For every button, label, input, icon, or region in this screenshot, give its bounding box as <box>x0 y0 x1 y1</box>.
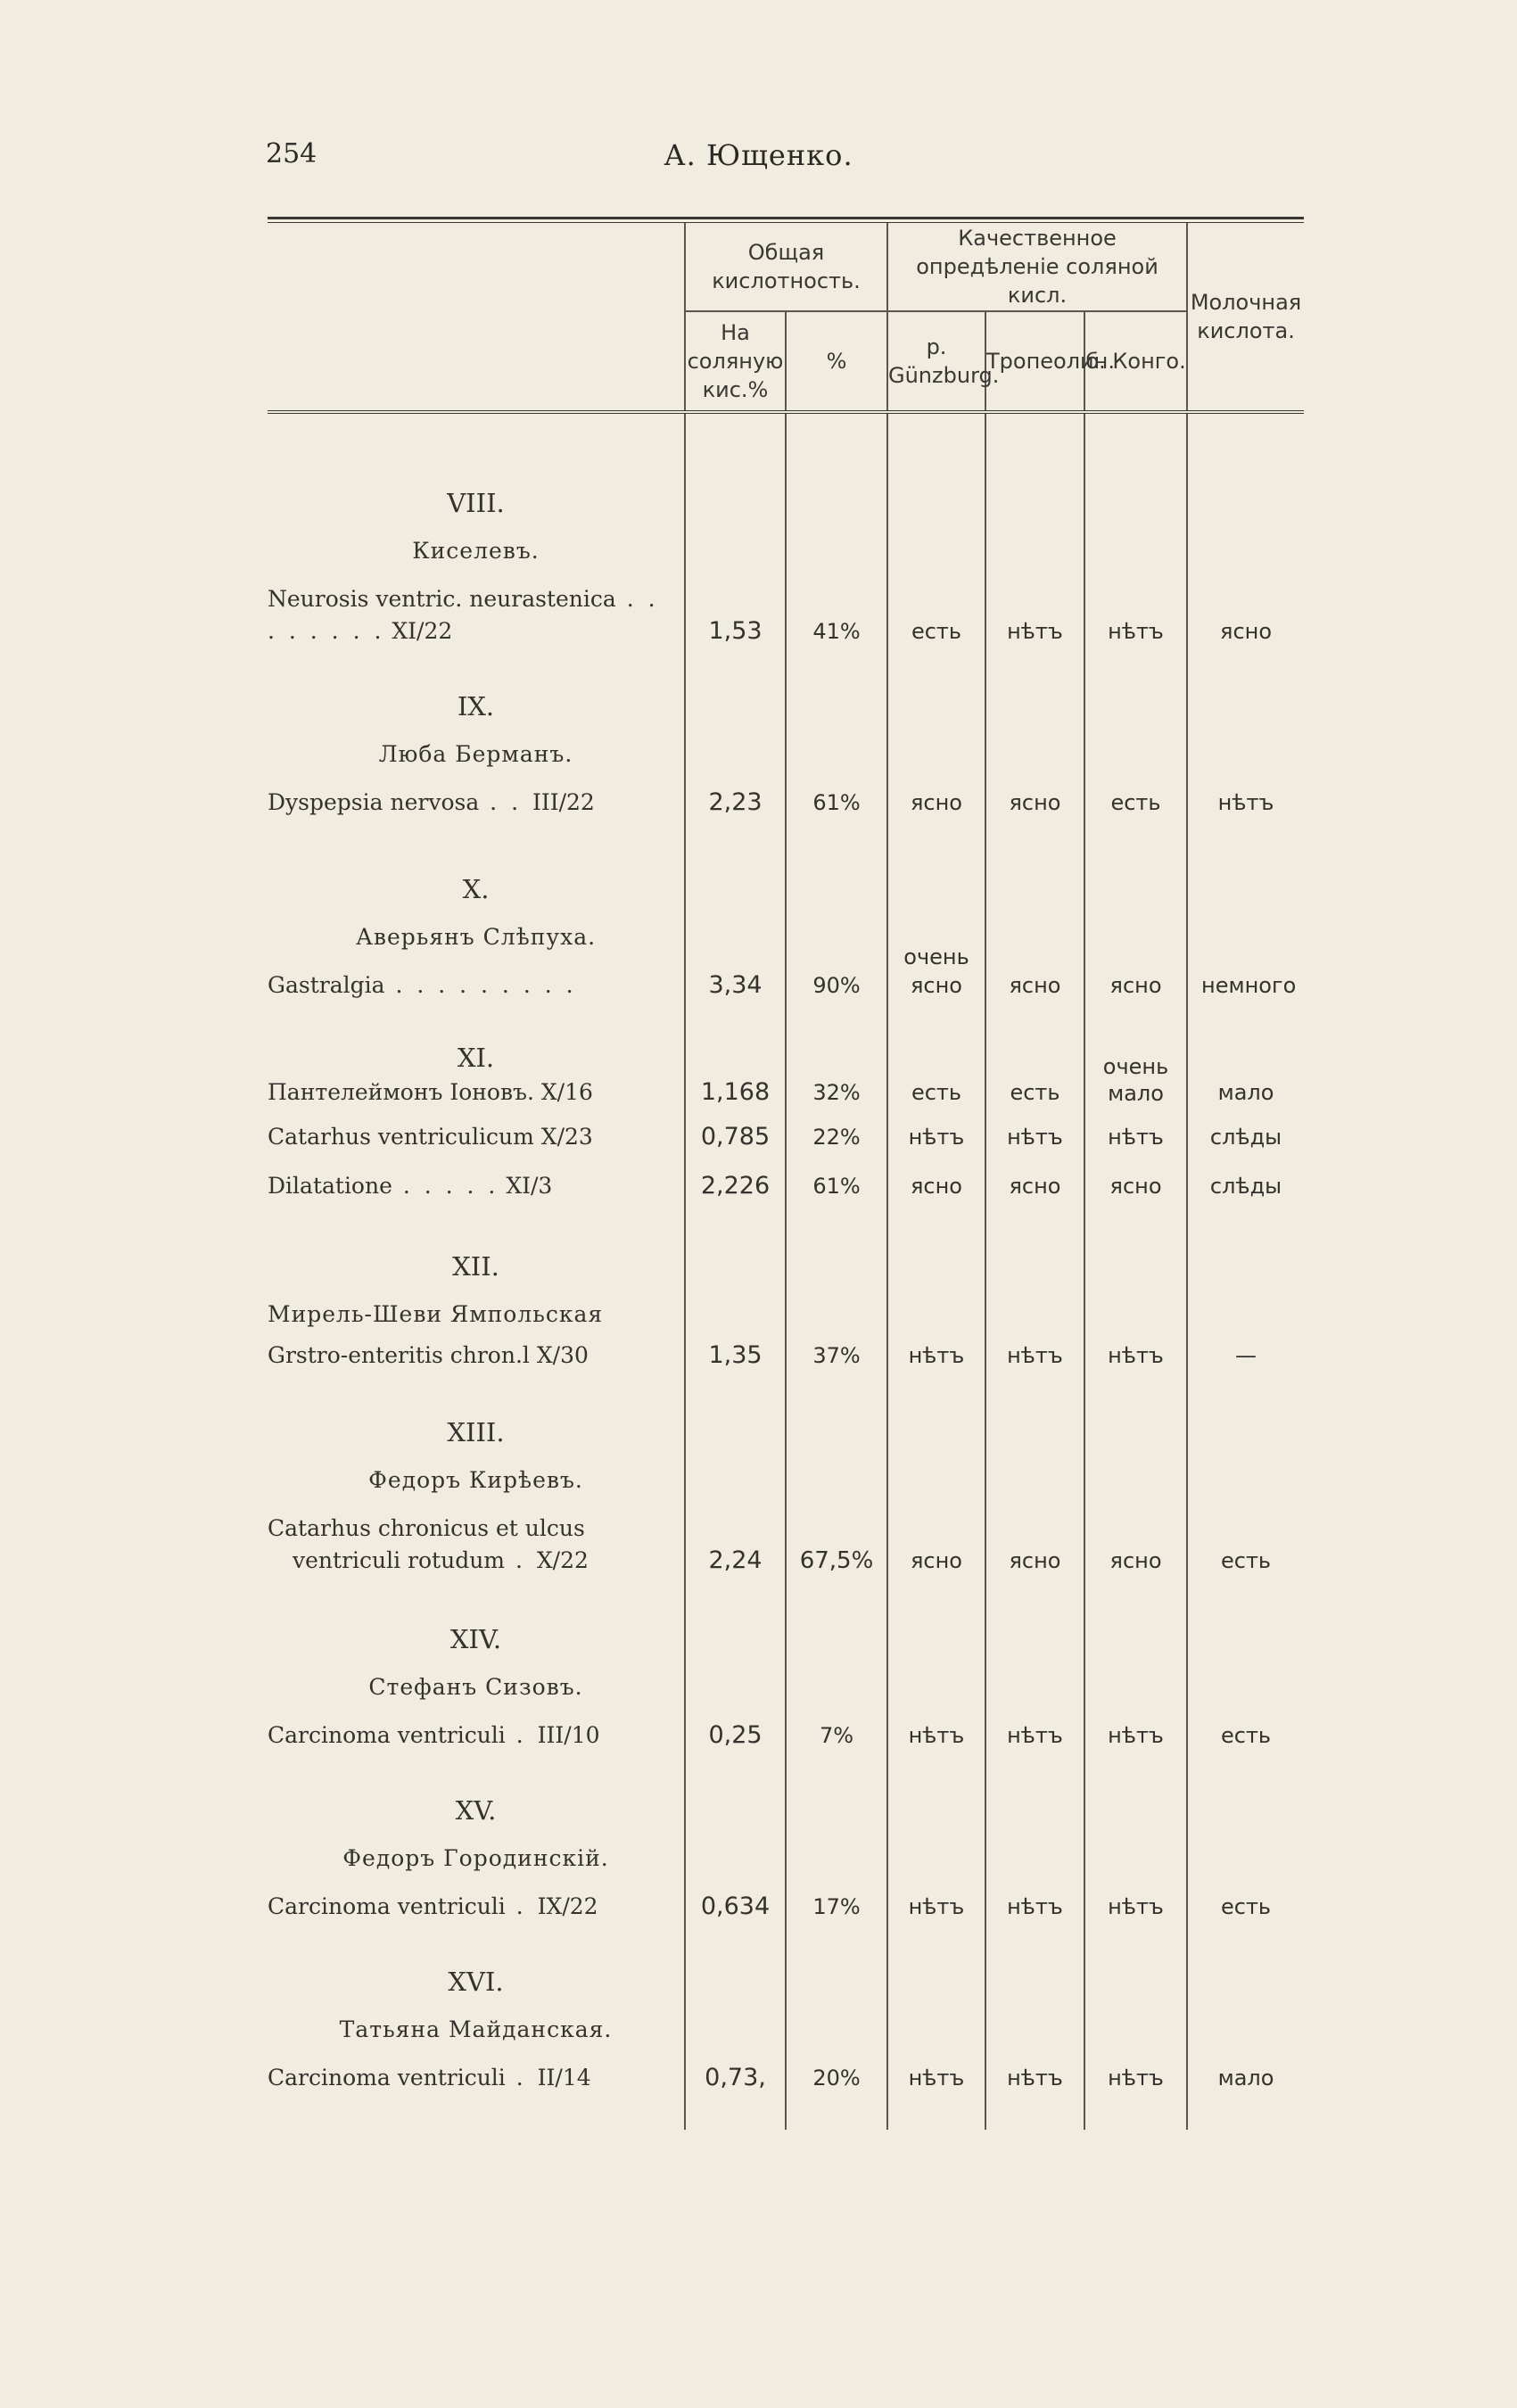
cell-lactic: ясно <box>1187 414 1304 647</box>
cell-gunzburg: ясно <box>887 1372 985 1577</box>
running-title: А. Ющенко. <box>664 138 853 172</box>
case-number: XV. <box>455 1795 497 1826</box>
diagnosis: Carcinoma ventriculi . II/14 <box>268 2065 591 2091</box>
cell-percent: 67,5% <box>786 1372 887 1577</box>
table-row <box>268 1577 1304 1752</box>
table-tail <box>268 2094 1304 2130</box>
diagnosis: Пантелеймонъ Іоновъ. X/16 <box>268 1079 593 1105</box>
cell-gunzburg: ясно <box>887 647 985 819</box>
table-row <box>268 1002 1304 1109</box>
cell-gunzburg: нѣтъ <box>887 1752 985 1923</box>
top-rule <box>268 217 1304 219</box>
table-row <box>268 414 1304 647</box>
case-number: X. <box>462 874 490 904</box>
cell-percent: 7% <box>786 1577 887 1752</box>
cell-congo: нѣтъ <box>1084 1752 1187 1923</box>
cell-tropeolin: нѣтъ <box>985 1752 1084 1923</box>
cell-hcl: 0,634 <box>685 1752 786 1923</box>
cell-hcl: 2,226 <box>685 1153 786 1202</box>
cell-congo: ясно <box>1084 1153 1187 1202</box>
cell-gunzburg: нѣтъ <box>887 1202 985 1372</box>
cell-percent: 32% <box>786 1002 887 1109</box>
cell-gunzburg: есть <box>887 1002 985 1109</box>
cell-gunzburg: нѣтъ <box>887 1923 985 2094</box>
patient-name: Киселевъ. <box>412 538 540 564</box>
cell-hcl: 0,73, <box>685 1923 786 2094</box>
cell-tropeolin: ясно <box>985 1372 1084 1577</box>
patient-name: Стефанъ Сизовъ. <box>368 1674 583 1700</box>
cell-percent: 37% <box>786 1202 887 1372</box>
cell-percent: 20% <box>786 1923 887 2094</box>
table-row <box>268 1372 1304 1577</box>
table-header <box>268 223 1304 414</box>
cell-lactic: — <box>1187 1202 1304 1372</box>
table-row <box>268 1923 1304 2094</box>
header-hcl-percent: На соляную кис.% <box>685 311 786 412</box>
diagnosis: Carcinoma ventriculi . III/10 <box>268 1722 600 1748</box>
cell-tropeolin: ясно <box>985 647 1084 819</box>
cell-tropeolin: нѣтъ <box>985 414 1084 647</box>
acidity-table <box>268 223 1304 2130</box>
case-number: XII. <box>452 1251 499 1282</box>
cell-congo: нѣтъ <box>1084 414 1187 647</box>
cell-congo: нѣтъ <box>1084 1923 1187 2094</box>
header-tropeolin: Тропеолин. <box>985 311 1084 412</box>
cell-hcl: 2,24 <box>685 1372 786 1577</box>
cell-tropeolin: нѣтъ <box>985 1202 1084 1372</box>
cell-lactic: мало <box>1187 1002 1304 1109</box>
patient-name: Люба Берманъ. <box>378 741 573 767</box>
header-gunzburg: р. Günzburg. <box>887 311 985 412</box>
table-row <box>268 647 1304 819</box>
cell-tropeolin: есть <box>985 1002 1084 1109</box>
cell-tropeolin: ясно <box>985 819 1084 1002</box>
case-number: XI. <box>457 1043 495 1073</box>
cell-lactic: слѣды <box>1187 1109 1304 1153</box>
case-number: VIII. <box>447 488 505 518</box>
cell-hcl: 0,25 <box>685 1577 786 1752</box>
patient-name: Федоръ Кирѣевъ. <box>368 1467 583 1493</box>
cell-percent: 90% <box>786 819 887 1002</box>
header-lactic-acid: Молочная кислота. <box>1187 223 1304 412</box>
cell-lactic: мало <box>1187 1923 1304 2094</box>
cell-congo: ясно <box>1084 1372 1187 1577</box>
diagnosis: Grstro-enteritis chron.l X/30 <box>268 1342 589 1368</box>
cell-hcl: 1,53 <box>685 414 786 647</box>
cell-lactic: есть <box>1187 1577 1304 1752</box>
table-row <box>268 819 1304 1002</box>
diagnosis: Catarhus chronicus et ulcus ventriculi rotudum . X/22 <box>268 1515 589 1573</box>
header-congo: б. Конго. <box>1084 311 1187 412</box>
cell-gunzburg: нѣтъ <box>887 1577 985 1752</box>
table-row <box>268 1109 1304 1153</box>
patient-name: Мирель-Шеви Ямпольская <box>268 1301 604 1327</box>
table-row <box>268 1153 1304 1202</box>
cell-congo: ясно <box>1084 819 1187 1002</box>
cell-hcl: 3,34 <box>685 819 786 1002</box>
diagnosis: Gastralgia . . . . . . . . . <box>268 972 577 998</box>
header-qualitative-hcl: Качественное опредѣленіе соляной кисл. <box>887 223 1187 311</box>
page-header <box>0 138 1517 183</box>
cell-congo: нѣтъ <box>1084 1202 1187 1372</box>
cell-congo: есть <box>1084 647 1187 819</box>
cell-gunzburg: нѣтъ <box>887 1109 985 1153</box>
cell-hcl: 0,785 <box>685 1109 786 1153</box>
diagnosis: Neurosis ventric. neurastenica . . . . . . . . XI/22 <box>268 586 659 644</box>
header-blank-cell <box>268 223 685 412</box>
table-row <box>268 1202 1304 1372</box>
patient-name: Аверьянъ Слѣпуха. <box>355 924 597 950</box>
cell-lactic: слѣды <box>1187 1153 1304 1202</box>
cell-gunzburg: очень ясно <box>887 819 985 1002</box>
cell-hcl: 2,23 <box>685 647 786 819</box>
table-row <box>268 1752 1304 1923</box>
case-number: IX. <box>457 691 495 722</box>
header-total-acidity: Общая кислотность. <box>685 223 887 311</box>
acidity-table-container <box>268 217 1304 2130</box>
cell-hcl: 1,35 <box>685 1202 786 1372</box>
cell-tropeolin: нѣтъ <box>985 1923 1084 2094</box>
cell-hcl: 1,168 <box>685 1002 786 1109</box>
diagnosis: Dilatatione . . . . . XI/3 <box>268 1173 553 1199</box>
cell-gunzburg: ясно <box>887 1153 985 1202</box>
cell-percent: 41% <box>786 414 887 647</box>
patient-name: Татьяна Майданская. <box>339 2016 613 2042</box>
table-body <box>268 414 1304 2130</box>
cell-tropeolin: нѣтъ <box>985 1577 1084 1752</box>
header-percent: % <box>786 311 887 412</box>
cell-congo: очень мало <box>1084 1002 1187 1109</box>
cell-tropeolin: нѣтъ <box>985 1109 1084 1153</box>
page-number: 254 <box>266 138 317 169</box>
cell-percent: 61% <box>786 1153 887 1202</box>
diagnosis: Dyspepsia nervosa . . III/22 <box>268 789 595 815</box>
case-number: XIV. <box>449 1624 502 1654</box>
cell-congo: нѣтъ <box>1084 1577 1187 1752</box>
cell-percent: 61% <box>786 647 887 819</box>
cell-tropeolin: ясно <box>985 1153 1084 1202</box>
cell-congo: нѣтъ <box>1084 1109 1187 1153</box>
cell-lactic: нѣтъ <box>1187 647 1304 819</box>
cell-percent: 17% <box>786 1752 887 1923</box>
cell-lactic: есть <box>1187 1372 1304 1577</box>
patient-name: Федоръ Городинскій. <box>342 1845 609 1871</box>
cell-percent: 22% <box>786 1109 887 1153</box>
cell-lactic: немного <box>1187 819 1304 1002</box>
diagnosis: Carcinoma ventriculi . IX/22 <box>268 1893 598 1919</box>
case-number: XIII. <box>447 1417 505 1447</box>
cell-gunzburg: есть <box>887 414 985 647</box>
cell-lactic: есть <box>1187 1752 1304 1923</box>
diagnosis: Catarhus ventriculicum X/23 <box>268 1124 593 1150</box>
case-number: XVI. <box>448 1967 504 1997</box>
